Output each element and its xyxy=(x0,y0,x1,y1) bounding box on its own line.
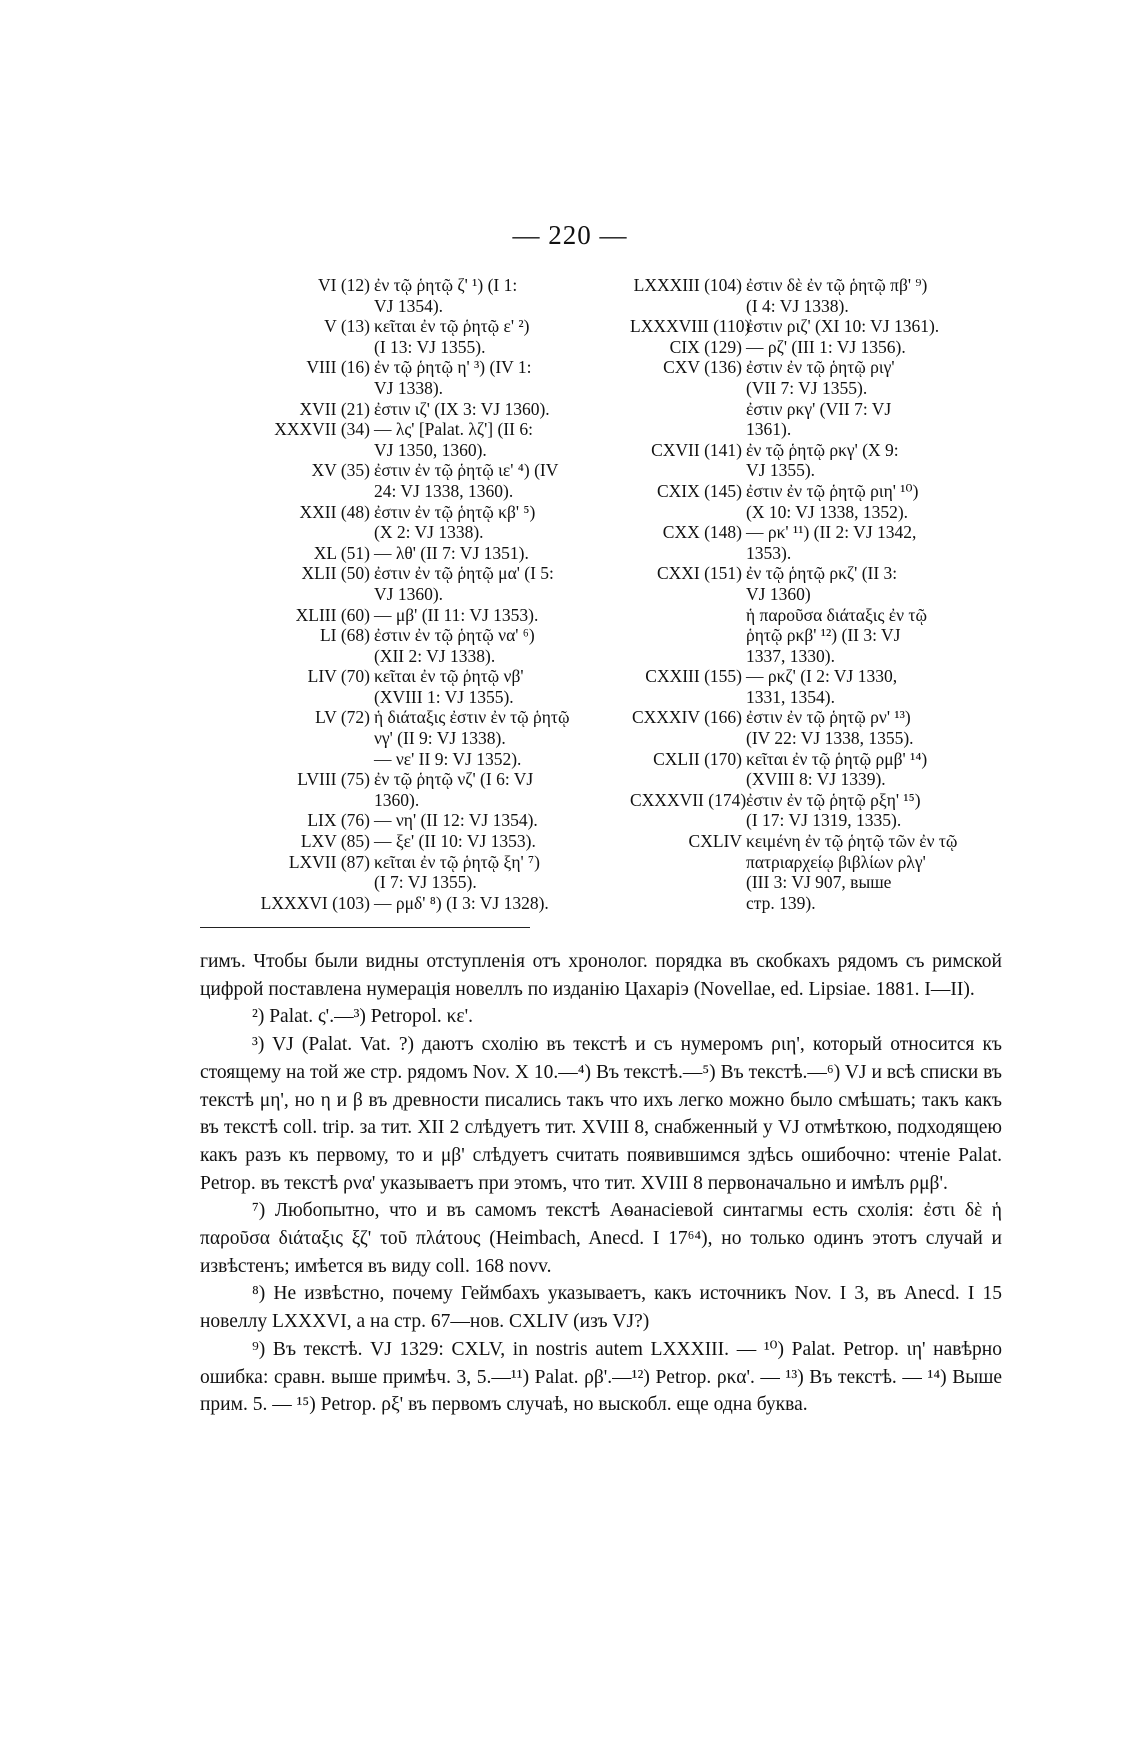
index-entry xyxy=(630,440,1000,481)
entry-text: κειμένη ἐν τῷ ῥητῷ τῶν ἐν τῷ xyxy=(746,831,958,852)
entry-number: XLII (50) xyxy=(301,563,370,584)
entry-continuation: 1353). xyxy=(746,542,792,563)
entry-continuation: стр. 139). xyxy=(746,892,816,913)
index-entry xyxy=(630,790,1000,831)
index-entry xyxy=(630,666,1000,707)
entry-continuation: ῥητῷ ρκβ' ¹²) (II 3: VJ xyxy=(746,625,901,646)
entry-text: ἐστιν ἐν τῷ ῥητῷ να' ⁶) xyxy=(374,625,535,646)
entry-number: XLIII (60) xyxy=(295,604,370,625)
index-entry xyxy=(250,810,600,831)
separator-rule xyxy=(200,927,530,928)
entry-number: CXLIV xyxy=(688,831,742,852)
index-entry xyxy=(630,563,1000,604)
entry-number: LXVII (87) xyxy=(288,851,370,872)
entry-number: CXIX (145) xyxy=(656,480,742,501)
index-entry xyxy=(250,563,600,604)
entry-text: ἐστιν ἐν τῷ ῥητῷ ριγ' xyxy=(746,357,895,378)
entry-text: — μβ' (II 11: VJ 1353). xyxy=(374,604,539,625)
entry-number: XXXVII (34) xyxy=(274,419,370,440)
footnotes xyxy=(200,948,1002,1419)
footnote: гимъ. Чтобы были видны отступленія отъ хронолог. порядка въ скобкахъ рядомъ съ римской цифрой поставлена нумерація новеллъ по изданію Цахаріэ (Novellae, ed. Lipsiae. 1881. I—II). xyxy=(200,951,1002,1000)
entry-continuation: 1360). xyxy=(374,789,420,810)
index-entry xyxy=(250,316,600,357)
entry-number: CIX (129) xyxy=(669,336,742,357)
index-entry xyxy=(630,522,1000,563)
entry-continuation: (XII 2: VJ 1338). xyxy=(374,645,496,666)
entry-number xyxy=(630,605,746,626)
index-entry xyxy=(630,275,1000,316)
entry-number: LXXXVI (103) xyxy=(260,892,370,913)
index-entry xyxy=(250,852,600,893)
entry-number: XV (35) xyxy=(311,460,370,481)
entry-number: LIX (76) xyxy=(307,810,370,831)
entry-text: — ρκ' ¹¹) (II 2: VJ 1342, xyxy=(746,522,917,543)
entry-text: ἐστιν ρκγ' (VII 7: VJ xyxy=(746,398,892,419)
entry-number: LXV (85) xyxy=(300,831,370,852)
entry-text: ἐστιν ἐν τῷ ῥητῷ ριη' ¹⁰) xyxy=(746,480,919,501)
index-entry xyxy=(250,666,600,707)
entry-text: ἡ διάταξις ἐστιν ἐν τῷ ῥητῷ xyxy=(374,707,570,728)
footnote: ⁸) Не извѣстно, почему Геймбахъ указываетъ, какъ источникъ Nov. I 3, въ Anecd. I 15 новеллу LXXXVI, а на стр. 67—нов. CXLIV (изъ VJ?) xyxy=(200,1283,1002,1333)
index-entry xyxy=(250,275,600,316)
entry-continuation: 1337, 1330). xyxy=(746,645,835,666)
entry-continuation: VJ 1354). xyxy=(374,295,444,316)
entry-number: XXII (48) xyxy=(299,501,370,522)
entry-text: ἐν τῷ ῥητῷ ρκγ' (X 9: xyxy=(746,439,899,460)
index-entry xyxy=(250,625,600,666)
index-entry xyxy=(630,337,1000,358)
entry-continuation: VJ 1338). xyxy=(374,377,444,398)
entry-text: — νη' (II 12: VJ 1354). xyxy=(374,810,538,831)
index-entry xyxy=(250,769,600,810)
entry-number: LV (72) xyxy=(315,707,370,728)
entry-text: ἐστιν ιζ' (IX 3: VJ 1360). xyxy=(374,398,550,419)
entry-continuation: (I 17: VJ 1319, 1335). xyxy=(746,810,902,831)
entry-continuation: (X 2: VJ 1338). xyxy=(374,522,484,543)
entry-text: — ρμδ' ⁸) (I 3: VJ 1328). xyxy=(374,892,549,913)
entry-number xyxy=(250,749,374,770)
entry-number: LXXXIII (104) xyxy=(633,275,742,295)
entry-number xyxy=(630,399,746,420)
index-entry xyxy=(630,399,1000,440)
entry-continuation: (I 4: VJ 1338). xyxy=(746,295,849,316)
entry-continuation: (X 10: VJ 1338, 1352). xyxy=(746,501,909,522)
entry-continuation: 1361). xyxy=(746,419,792,440)
entry-number: CXV (136) xyxy=(663,357,742,378)
entry-number: CXX (148) xyxy=(662,522,742,543)
entry-continuation: (I 7: VJ 1355). xyxy=(374,872,477,893)
entry-text: κεῖται ἐν τῷ ῥητῷ ρμβ' ¹⁴) xyxy=(746,748,928,769)
index-entry xyxy=(250,749,600,770)
footnote: ⁷) Любопытно, что и въ самомъ текстѣ Аѳанасіевой синтагмы есть схолія: ἐστι δὲ ἡ παροῦσα διάταξις ξζ' τοῦ πλάτους (Heimbach, Anecd. I 17⁶⁴), но только одинъ этотъ случай и извѣстенъ; имѣется въ виду coll. 168 novv. xyxy=(200,1200,1002,1277)
entry-number: CXXIII (155) xyxy=(645,666,742,687)
entry-continuation: (IV 22: VJ 1338, 1355). xyxy=(746,728,914,749)
index-entry xyxy=(250,419,600,460)
index-entry xyxy=(250,831,600,852)
entry-text: — λς' [Palat. λζ'] (II 6: xyxy=(374,419,533,440)
index-entry xyxy=(630,357,1000,398)
entry-continuation: (III 3: VJ 907, выше xyxy=(746,872,892,893)
entry-number: V (13) xyxy=(324,316,370,337)
entry-text: κεῖται ἐν τῷ ῥητῷ νβ' xyxy=(374,666,524,687)
entry-continuation: VJ 1360) xyxy=(746,583,811,604)
entry-text: ἐστιν ριζ' (XI 10: VJ 1361). xyxy=(746,316,940,337)
entry-text: — λθ' (II 7: VJ 1351). xyxy=(374,542,529,563)
entry-continuation: πατριαρχείῳ βιβλίων ρλγ' xyxy=(746,851,926,872)
entry-continuation: VJ 1350, 1360). xyxy=(374,439,487,460)
entry-number: CXXI (151) xyxy=(656,563,742,584)
entry-text: ἐν τῷ ῥητῷ νζ' (I 6: VJ xyxy=(374,769,534,790)
entry-number: CXLII (170) xyxy=(653,748,742,769)
index-entry xyxy=(250,460,600,501)
entry-number: VI (12) xyxy=(318,275,370,295)
index-entry xyxy=(630,707,1000,748)
entry-number: XL (51) xyxy=(313,542,370,563)
entry-continuation: VJ 1355). xyxy=(746,460,816,481)
index-entry xyxy=(250,893,600,914)
right-column xyxy=(630,275,1000,913)
entry-text: ἐν τῷ ῥητῷ ρκζ' (II 3: xyxy=(746,563,898,584)
entry-number: LIV (70) xyxy=(307,666,370,687)
entry-text: ἡ παροῦσα διάταξις ἐν τῷ xyxy=(746,604,927,625)
entry-continuation: VJ 1360). xyxy=(374,583,444,604)
entry-text: ἐν τῷ ῥητῷ η' ³) (IV 1: xyxy=(374,357,532,378)
entry-text: ἐστιν ἐν τῷ ῥητῷ κβ' ⁵) xyxy=(374,501,536,522)
entry-text: ἐστιν ἐν τῷ ῥητῷ ρν' ¹³) xyxy=(746,707,911,728)
entry-number: XVII (21) xyxy=(299,398,370,419)
footnote: ⁹) Въ текстѣ. VJ 1329: CXLV, in nostris autem LXXXIII. — ¹⁰) Palat. Petrop. ιη' навѣрно ошибка: сравн. выше примѣч. 3, 5.—¹¹) Palat. ρβ'.—¹²) Petrop. ρκα'. — ¹³) Въ текстѣ. — ¹⁴) Выше прим. 5. — ¹⁵) Petrop. ρξ' въ первомъ случаѣ, но выскобл. еще одна буква. xyxy=(200,1338,1002,1416)
entry-text: — ρκζ' (I 2: VJ 1330, xyxy=(746,666,898,687)
footnote: ²) Palat. ς'.—³) Petropol. κε'. xyxy=(252,1006,474,1028)
entry-continuation: (XVIII 8: VJ 1339). xyxy=(746,769,886,790)
entry-number: CXXXIV (166) xyxy=(631,707,742,728)
index-entry xyxy=(630,316,1000,337)
index-entry xyxy=(630,605,1000,667)
entry-text: ἐν τῷ ῥητῷ ζ' ¹) (I 1: xyxy=(374,275,518,295)
entry-text: κεῖται ἐν τῷ ῥητῷ ε' ²) xyxy=(374,316,530,337)
footnote: ³) VJ (Palat. Vat. ?) даютъ схолію въ текстѣ и съ нумеромъ ριη', который относится къ стоящему на той же стр. рядомъ Nov. X 10.—⁴) Въ текстѣ.—⁵) Въ текстѣ.—⁶) VJ и всѣ списки въ текстѣ μη', но η и β въ древности писались такъ что ихъ легко можно было смѣшать; такъ какъ въ текстѣ coll. trip. за тит. XII 2 слѣдуетъ тит. XVIII 8, снабженный у VJ отмѣткою, подходящею какъ разъ къ первому, то и μβ' слѣдуетъ считать появившимся здѣсь ошибочно: чтеніе Palat. Petrop. въ текстѣ ρνα' указываетъ при этомъ, что тит. XVIII 8 первоначально и имѣлъ ρμβ'. xyxy=(200,1034,1002,1194)
entry-continuation: 24: VJ 1338, 1360). xyxy=(374,480,514,501)
index-entry xyxy=(630,749,1000,790)
entry-number: VIII (16) xyxy=(306,357,370,378)
index-entry xyxy=(250,707,600,748)
index-entry xyxy=(630,481,1000,522)
entry-text: ἐστιν ἐν τῷ ῥητῷ μα' (I 5: xyxy=(374,563,554,584)
entry-continuation: (VII 7: VJ 1355). xyxy=(746,377,868,398)
entry-continuation: (I 13: VJ 1355). xyxy=(374,336,486,357)
index-entry xyxy=(250,605,600,626)
entry-text: — ρζ' (III 1: VJ 1356). xyxy=(746,336,906,357)
entry-text: — νε' II 9: VJ 1352). xyxy=(374,748,522,769)
entry-continuation: νγ' (II 9: VJ 1338). xyxy=(374,728,506,749)
index-entry xyxy=(630,831,1000,913)
index-entry xyxy=(250,502,600,543)
entry-number: LXXXVIII (110) xyxy=(630,316,751,337)
entry-number: CXVII (141) xyxy=(651,439,742,460)
entry-text: ἐστιν ἐν τῷ ῥητῷ ρξη' ¹⁵) xyxy=(746,789,921,810)
entry-number: LI (68) xyxy=(319,625,370,646)
page-number: — 220 — xyxy=(512,220,628,250)
entry-continuation: (XVIII 1: VJ 1355). xyxy=(374,686,514,707)
entry-text: ἐστιν δὲ ἐν τῷ ῥητῷ πβ' ⁹) xyxy=(746,275,928,295)
entry-number: LVIII (75) xyxy=(297,769,370,790)
entry-text: ἐστιν ἐν τῷ ῥητῷ ιε' ⁴) (IV xyxy=(374,460,559,481)
index-entry xyxy=(250,399,600,420)
left-column xyxy=(250,275,600,913)
entry-number: CXXXVII (174) xyxy=(630,789,747,810)
index-entry xyxy=(250,357,600,398)
entry-continuation: 1331, 1354). xyxy=(746,686,835,707)
entry-text: κεῖται ἐν τῷ ῥητῷ ξη' ⁷) xyxy=(374,851,540,872)
index-entry xyxy=(250,543,600,564)
entry-text: — ξε' (II 10: VJ 1353). xyxy=(374,831,536,852)
